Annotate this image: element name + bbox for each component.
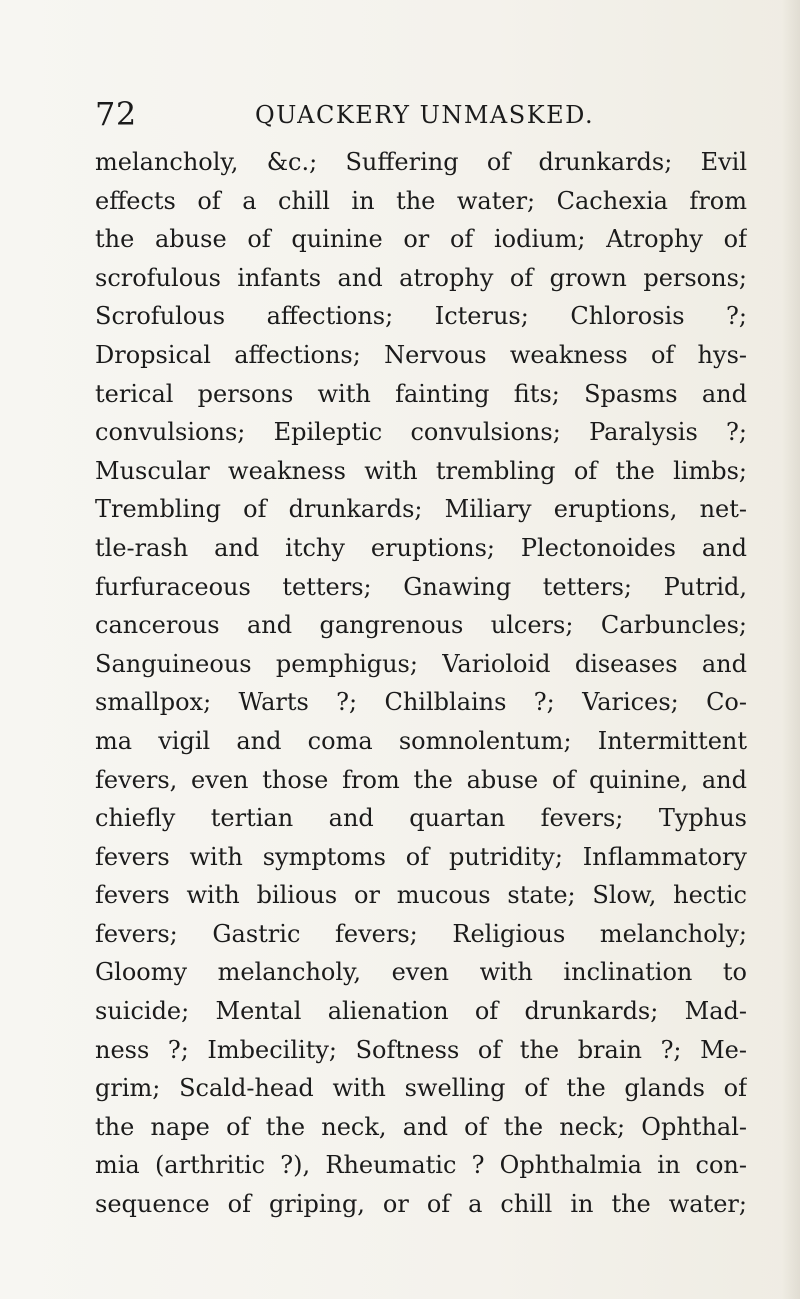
text-line: the abuse of quinine or of iodium; Atrophy of	[95, 225, 747, 254]
text-line: fevers with bilious or mucous state; Slow, hectic	[95, 881, 747, 910]
text-line: sequence of griping, or of a chill in the water;	[95, 1190, 747, 1219]
text-line: tle-rash and itchy eruptions; Plectonoides and	[95, 533, 747, 562]
text-line: terical persons with fainting fits; Spasms and	[95, 379, 747, 408]
text-line: ness ?; Imbecility; Softness of the brain ?; Me-	[95, 1035, 747, 1064]
text-line: effects of a chill in the water; Cachexia from	[95, 186, 747, 215]
running-head: QUACKERY UNMASKED.	[255, 101, 595, 129]
text-line: grim; Scald-head with swelling of the glands of	[95, 1074, 747, 1103]
page-number: 72	[95, 95, 137, 133]
text-line: Trembling of drunkards; Miliary eruptions, net-	[95, 495, 747, 524]
text-line: mia (arthritic ?), Rheumatic ? Ophthalmia in con-	[95, 1151, 747, 1180]
text-line: smallpox; Warts ?; Chilblains ?; Varices; Co-	[95, 688, 747, 717]
text-line: melancholy, &c.; Suffering of drunkards; Evil	[95, 148, 747, 176]
text-line: chiefly tertian and quartan fevers; Typhus	[95, 804, 747, 833]
text-line: the nape of the neck, and of the neck; Ophthal-	[95, 1112, 747, 1141]
text-line: furfuraceous tetters; Gnawing tetters; Putrid,	[95, 572, 747, 601]
text-line: Dropsical affections; Nervous weakness of hys-	[95, 340, 747, 369]
text-line: Muscular weakness with trembling of the limbs;	[95, 456, 747, 485]
text-line: cancerous and gangrenous ulcers; Carbuncles;	[95, 611, 747, 640]
text-line: fevers; Gastric fevers; Religious melancholy;	[95, 919, 747, 948]
text-line: Sanguineous pemphigus; Varioloid diseases and	[95, 649, 747, 678]
text-line: Scrofulous affections; Icterus; Chlorosis ?;	[95, 302, 747, 331]
page-edge-shadow	[782, 0, 800, 1299]
text-line: Gloomy melancholy, even with inclination to	[95, 958, 747, 987]
text-line: fevers with symptoms of putridity; Inflammatory	[95, 842, 747, 871]
text-line: suicide; Mental alienation of drunkards; Mad-	[95, 997, 747, 1026]
text-line: scrofulous infants and atrophy of grown persons;	[95, 263, 747, 292]
text-line: fevers, even those from the abuse of quinine, and	[95, 765, 747, 794]
text-line: ma vigil and coma somnolentum; Intermittent	[95, 726, 747, 755]
text-line: convulsions; Epileptic convulsions; Paralysis ?;	[95, 418, 747, 447]
body-text	[95, 143, 747, 1224]
page-header	[95, 95, 745, 139]
